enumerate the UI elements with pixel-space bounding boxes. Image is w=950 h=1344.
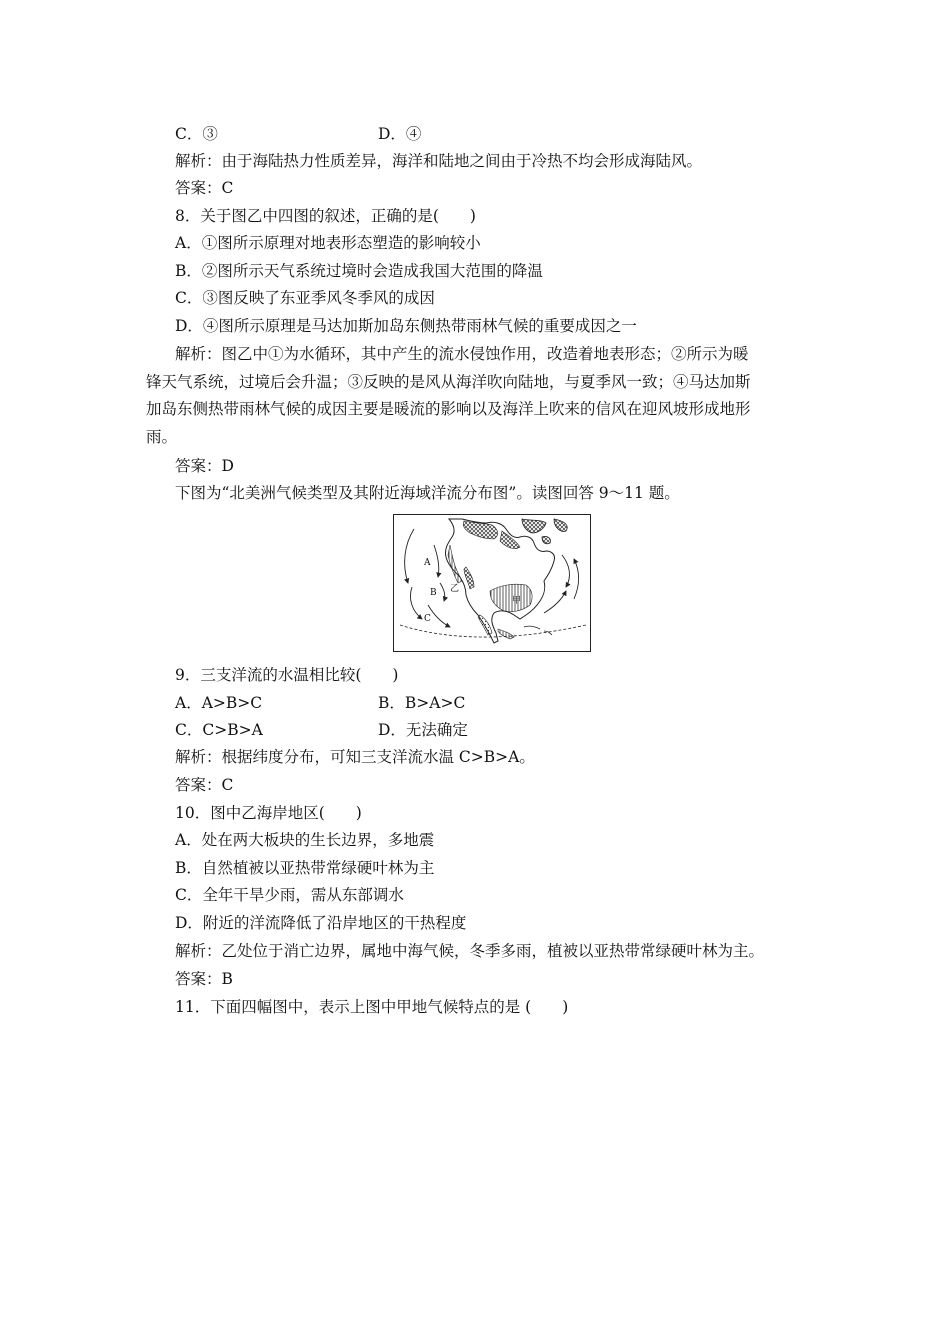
q7-option-c: C．③ bbox=[175, 125, 218, 143]
q7-answer: 答案：C bbox=[175, 179, 234, 197]
q10-option-d: D．附近的洋流降低了沿岸地区的干热程度 bbox=[175, 914, 467, 932]
current-a-arrow bbox=[434, 545, 439, 577]
q9-stem: 9．三支洋流的水温相比较( ) bbox=[175, 666, 399, 684]
q8-answer: 答案：D bbox=[175, 457, 234, 475]
q9-option-a: A．A>B>C bbox=[175, 694, 263, 712]
current-c-arrow bbox=[428, 605, 450, 627]
q10-analysis: 解析：乙处位于消亡边界，属地中海气候，冬季多雨，植被以亚热带常绿硬叶林为主。 bbox=[175, 942, 765, 960]
q9-answer: 答案：C bbox=[175, 776, 234, 794]
q8-stem: 8．关于图乙中四图的叙述，正确的是( ) bbox=[175, 207, 476, 225]
label-place-jia: 甲 bbox=[512, 596, 522, 606]
q9-option-d: D．无法确定 bbox=[378, 721, 468, 739]
q10-option-b: B．自然植被以亚热带常绿硬叶林为主 bbox=[175, 859, 435, 877]
q8-option-b: B．②图所示天气系统过境时会造成我国大范围的降温 bbox=[175, 262, 543, 280]
q9-option-c: C．C>B>A bbox=[175, 721, 263, 739]
q11-stem: 11．下面四幅图中，表示上图中甲地气候特点的是 ( ) bbox=[175, 998, 569, 1016]
q8-analysis-line-4: 雨。 bbox=[146, 428, 178, 446]
q9-analysis: 解析：根据纬度分布，可知三支洋流水温 C>B>A。 bbox=[175, 748, 535, 766]
label-place-yi: 乙 bbox=[450, 584, 460, 594]
q10-option-a: A．处在两大板块的生长边界，多地震 bbox=[175, 831, 435, 849]
label-current-c: C bbox=[424, 614, 431, 624]
q8-analysis-line-2: 锋天气系统，过境后会升温；③反映的是风从海洋吹向陆地，与夏季风一致；④马达加斯 bbox=[146, 373, 751, 391]
q8-analysis-line-1: 解析：图乙中①为水循环，其中产生的流水侵蚀作用，改造着地表形态；②所示为暖 bbox=[175, 345, 749, 363]
current-b-arrow bbox=[440, 583, 445, 601]
map-intro: 下图为“北美洲气候类型及其附近海域洋流分布图”。读图回答 9～11 题。 bbox=[175, 484, 680, 502]
q8-option-c: C．③图反映了东亚季风冬季风的成因 bbox=[175, 289, 435, 307]
q7-analysis: 解析：由于海陆热力性质差异，海洋和陆地之间由于冷热不均会形成海陆风。 bbox=[175, 152, 703, 170]
q7-option-d: D．④ bbox=[378, 125, 422, 143]
q10-stem: 10．图中乙海岸地区( ) bbox=[175, 804, 362, 822]
north-america-climate-map bbox=[393, 514, 591, 652]
q10-answer: 答案：B bbox=[175, 970, 233, 988]
q8-option-d: D．④图所示原理是马达加斯加岛东侧热带雨林气候的重要成因之一 bbox=[175, 317, 637, 335]
q8-option-a: A．①图所示原理对地表形态塑造的影响较小 bbox=[175, 234, 481, 252]
q9-option-b: B．B>A>C bbox=[378, 694, 466, 712]
q8-analysis-line-3: 加岛东侧热带雨林气候的成因主要是暖流的影响以及海洋上吹来的信风在迎风坡形成地形 bbox=[146, 400, 751, 418]
label-current-a: A bbox=[424, 558, 431, 568]
greenland-outline bbox=[522, 519, 546, 533]
label-current-b: B bbox=[430, 588, 437, 598]
q10-option-c: C．全年干旱少雨，需从东部调水 bbox=[175, 886, 404, 904]
